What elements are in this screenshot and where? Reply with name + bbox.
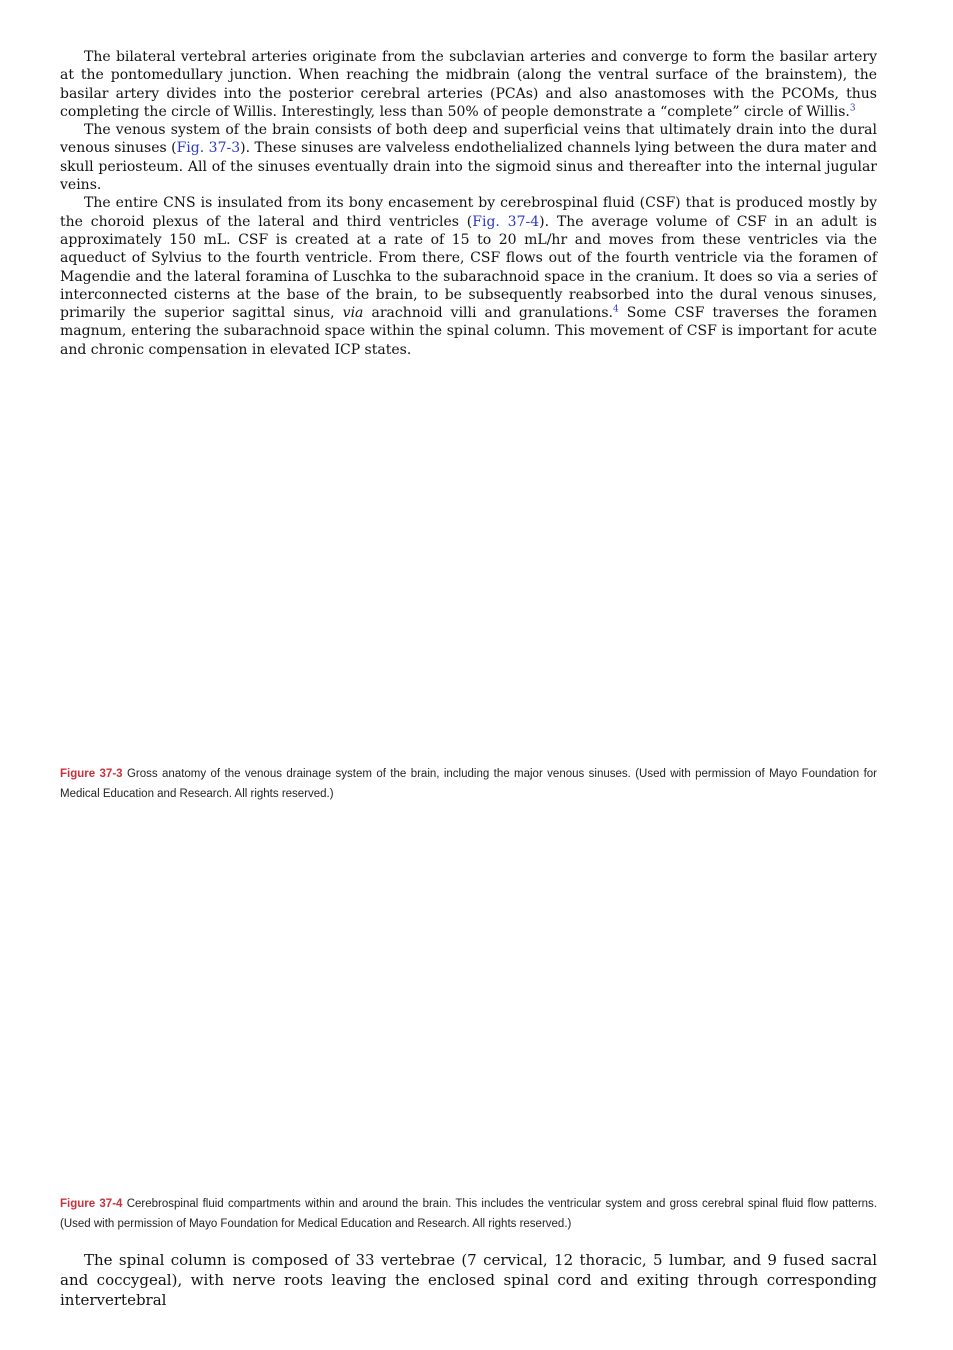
caption-text: Cerebrospinal fluid compartments within and around the brain. This includes the ventricular system and gross cerebral spinal fluid flow patterns. (Used with permission of Mayo Foundation for Medical Education and Research. All rights reserved.) [60, 1198, 877, 1230]
figure-37-4-image-area [60, 815, 877, 1190]
caption-text: Gross anatomy of the venous drainage system of the brain, including the major venous sinuses. (Used with permission of Mayo Foundation for Medical Education and Research. All rights reserved.) [60, 768, 877, 800]
paragraph-circle-of-willis [60, 48, 877, 121]
footnote-ref[interactable]: 4 [612, 304, 619, 315]
paragraph-text: ). These sinuses are valveless endothelialized channels lying between the dura mater and skull periosteum. All of the sinuses eventually drain into the sigmoid sinus and thereafter into the internal jugular veins. [60, 140, 877, 194]
footnote-ref[interactable]: 3 [849, 103, 856, 114]
paragraph-spinal-column: The spinal column is composed of 33 vertebrae (7 cervical, 12 thoracic, 5 lumbar, and 9 fused sacral and coccygeal), with nerve roots leaving the enclosed spinal cord and exiting through corresponding intervertebral [60, 1251, 877, 1309]
paragraph-text: The bilateral vertebral arteries originate from the subclavian arteries and converge to form the basilar artery at the pontomedullary junction. When reaching the midbrain (along the ventral surface of the brainstem), the basilar artery divides into the posterior cerebral arteries (PCAs) and also anastomoses with the PCOMs, thus completing the circle of Willis. Interestingly, less than 50% of people demonstrate a “complete” circle of Willis. [60, 49, 877, 120]
figure-37-4-caption [60, 1195, 877, 1234]
paragraph-venous-system [60, 121, 877, 194]
figure-37-3-caption [60, 765, 877, 804]
figure-label: Figure 37-4 [60, 1198, 123, 1210]
paragraph-text: arachnoid villi and granulations. [363, 305, 613, 322]
paragraph-text: ). The average volume of CSF in an adult is approximately 150 mL. CSF is created at a rate of 15 to 20 mL/hr and moves from these ventricles via the aqueduct of Sylvius to the fourth ventricle. From there, CSF flows out of the fourth ventricle via the foramen of Magendie and the lateral foramina of Luschka to the subarachnoid space in the cranium. It does so via a series of interconnected cisterns at the base of the brain, to be subsequently reabsorbed into the dural venous sinuses, primarily the superior sagittal sinus, [60, 213, 877, 322]
italic-text: via [342, 305, 364, 322]
figure-label: Figure 37-3 [60, 768, 123, 780]
body-text-top [60, 48, 877, 359]
paragraph-text: Some CSF traverses the foramen magnum, entering the subarachnoid space within the spinal column. This movement of CSF is important for acute and chronic compensation in elevated ICP states. [60, 305, 877, 358]
figure-link[interactable]: Fig. 37-3 [176, 140, 241, 157]
figure-link[interactable]: Fig. 37-4 [472, 213, 540, 230]
paragraph-text: The entire CNS is insulated from its bony encasement by cerebrospinal fluid (CSF) that is produced mostly by the choroid plexus of the lateral and third ventricles ( [60, 195, 877, 230]
figure-37-3-image-area [60, 335, 877, 760]
paragraph-text: The venous system of the brain consists of both deep and superficial veins that ultimately drain into the dural venous sinuses ( [60, 122, 877, 157]
body-text-bottom [60, 1250, 877, 1310]
